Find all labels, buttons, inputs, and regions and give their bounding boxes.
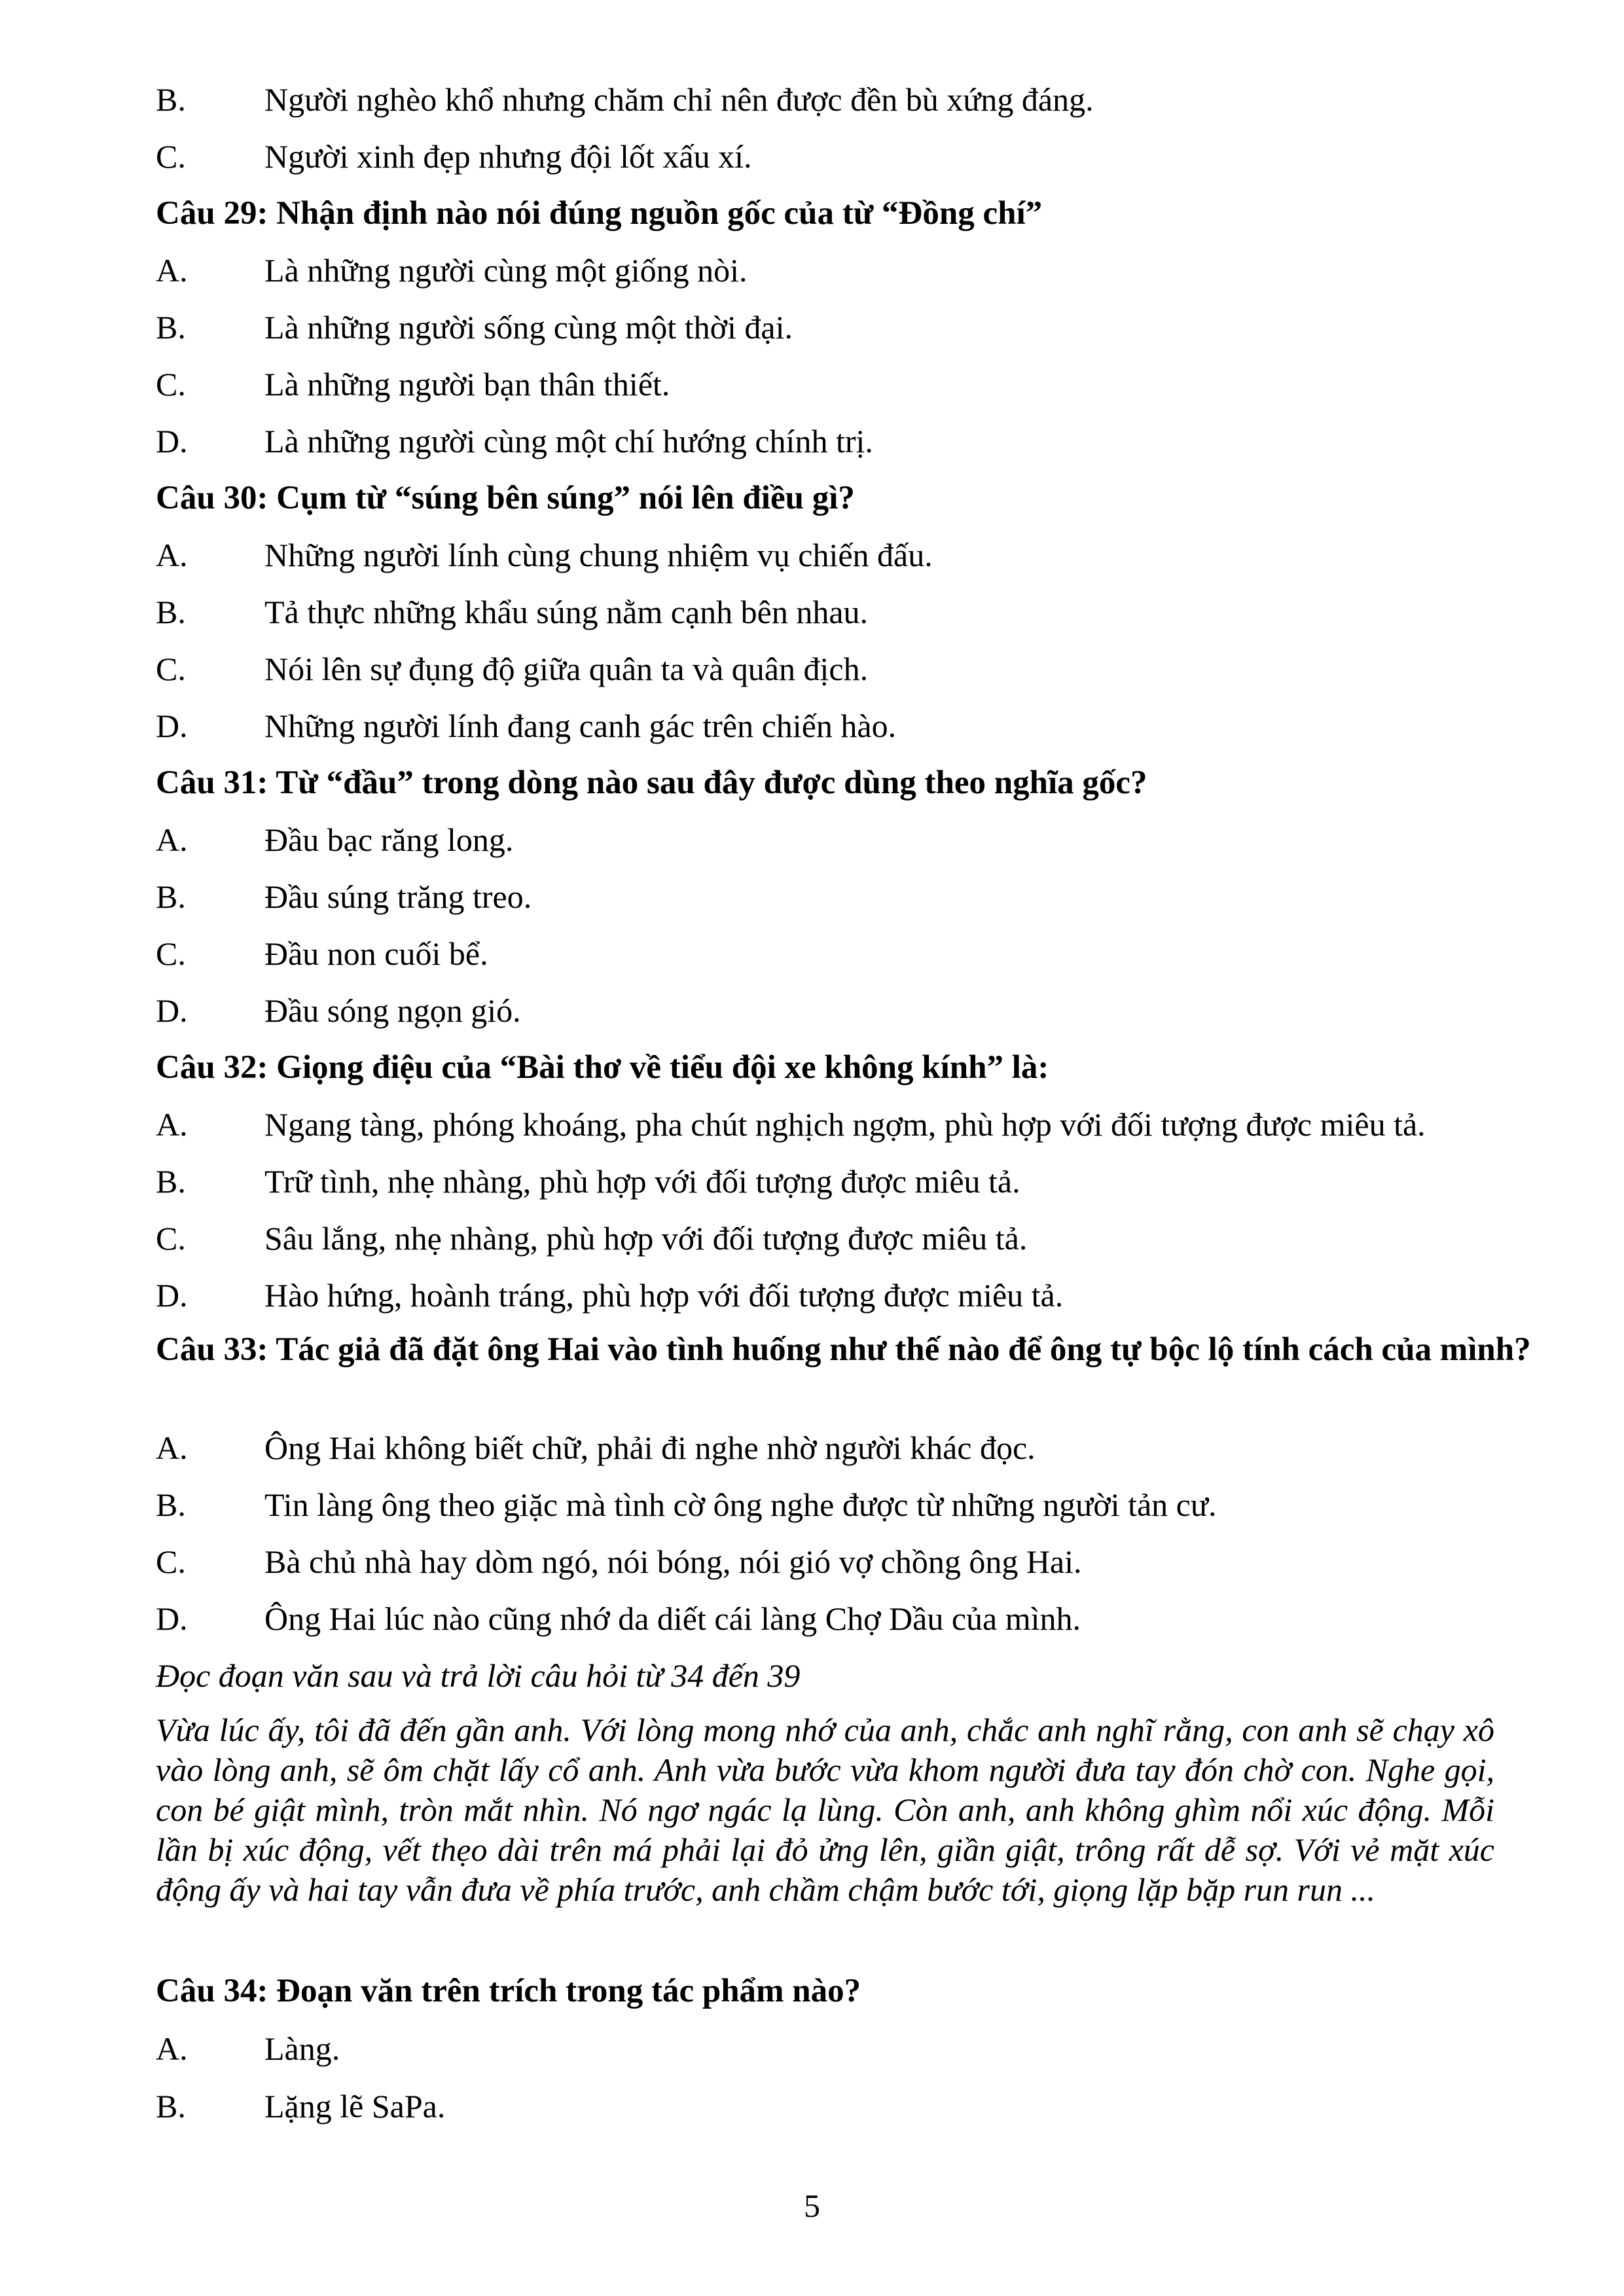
option-text: Người xinh đẹp nhưng đội lốt xấu xí. bbox=[264, 138, 752, 175]
option-letter: C. bbox=[156, 138, 186, 175]
option-text: Bà chủ nhà hay dòm ngó, nói bóng, nói gió vợ chồng ông Hai. bbox=[264, 1543, 1082, 1580]
option-letter: B. bbox=[156, 81, 186, 118]
question-title: Câu 34: Đoạn văn trên trích trong tác phẩm nào? bbox=[156, 1973, 861, 2009]
option-letter: A. bbox=[156, 252, 188, 289]
option-text: Đầu sóng ngọn gió. bbox=[264, 992, 521, 1029]
option-text: Đầu non cuối bể. bbox=[264, 935, 488, 972]
option-text: Là những người cùng một chí hướng chính trị. bbox=[264, 423, 873, 459]
question-title: Câu 33: Tác giả đã đặt ông Hai vào tình huống như thế nào để ông tự bộc lộ tính cách của mình? bbox=[156, 1331, 1531, 1368]
option-text: Là những người sống cùng một thời đại. bbox=[264, 309, 793, 346]
option-letter: A. bbox=[156, 537, 188, 573]
option-text: Hào hứng, hoành tráng, phù hợp với đối tượng được miêu tả. bbox=[264, 1277, 1064, 1314]
option-text: Đầu súng trăng treo. bbox=[264, 878, 532, 915]
option-text: Trữ tình, nhẹ nhàng, phù hợp với đối tượng được miêu tả. bbox=[264, 1163, 1020, 1200]
option-text: Những người lính cùng chung nhiệm vụ chiến đấu. bbox=[264, 537, 933, 573]
reading-passage: Vừa lúc ấy, tôi đã đến gần anh. Với lòng mong nhớ của anh, chắc anh nghĩ rằng, con anh sẽ chạy xô vào lòng anh, sẽ ôm chặt lấy cổ anh. Anh vừa bước vừa khom người đưa tay đón chờ con. Nghe gọi, con bé giật mình, tròn mắt nhìn. Nó ngơ ngác lạ lùng. Còn anh, anh không ghìm nổi xúc động. Mỗi lần bị xúc động, vết thẹo dài trên má phải lại đỏ ửng lên, giần giật, trông rất dễ sợ. Với vẻ mặt xúc động ấy và hai tay vẫn đưa về phía trước, anh chầm chậm bước tới, giọng lặp bặp run run ... bbox=[156, 1712, 1494, 1908]
option-text: Nói lên sự đụng độ giữa quân ta và quân địch. bbox=[264, 651, 869, 687]
option-letter: B. bbox=[156, 1163, 186, 1200]
question-title: Câu 29: Nhận định nào nói đúng nguồn gốc của từ “Đồng chí” bbox=[156, 195, 1043, 232]
question-title: Câu 32: Giọng điệu của “Bài thơ về tiểu đội xe không kính” là: bbox=[156, 1049, 1049, 1086]
option-letter: C. bbox=[156, 935, 186, 972]
option-text: Sâu lắng, nhẹ nhàng, phù hợp với đối tượng được miêu tả. bbox=[264, 1220, 1028, 1257]
option-letter: C. bbox=[156, 366, 186, 403]
option-letter: D. bbox=[156, 708, 188, 744]
option-letter: C. bbox=[156, 1220, 186, 1257]
question-title: Câu 30: Cụm từ “súng bên súng” nói lên điều gì? bbox=[156, 480, 855, 516]
option-letter: B. bbox=[156, 309, 186, 346]
option-letter: B. bbox=[156, 1486, 186, 1523]
option-text: Người nghèo khổ nhưng chăm chỉ nên được đền bù xứng đáng. bbox=[264, 81, 1094, 118]
option-letter: B. bbox=[156, 594, 186, 630]
option-text: Ngang tàng, phóng khoáng, pha chút nghịch ngợm, phù hợp với đối tượng được miêu tả. bbox=[264, 1106, 1426, 1143]
option-letter: D. bbox=[156, 1600, 188, 1637]
option-text: Tả thực những khẩu súng nằm cạnh bên nhau. bbox=[264, 594, 869, 630]
option-text: Ông Hai không biết chữ, phải đi nghe nhờ người khác đọc. bbox=[264, 1429, 1036, 1466]
question-title: Câu 31: Từ “đầu” trong dòng nào sau đây được dùng theo nghĩa gốc? bbox=[156, 764, 1147, 801]
option-letter: C. bbox=[156, 651, 186, 687]
option-letter: C. bbox=[156, 1543, 186, 1580]
option-letter: D. bbox=[156, 992, 188, 1029]
option-text: Làng. bbox=[264, 2030, 340, 2067]
option-letter: A. bbox=[156, 2030, 188, 2067]
option-letter: D. bbox=[156, 1277, 188, 1314]
option-text: Là những người bạn thân thiết. bbox=[264, 366, 670, 403]
option-letter: B. bbox=[156, 878, 186, 915]
option-letter: D. bbox=[156, 423, 188, 459]
option-letter: B. bbox=[156, 2088, 186, 2125]
option-text: Tin làng ông theo giặc mà tình cờ ông nghe được từ những người tản cư. bbox=[264, 1486, 1217, 1523]
option-text: Những người lính đang canh gác trên chiến hào. bbox=[264, 708, 897, 744]
option-letter: A. bbox=[156, 1429, 188, 1466]
option-letter: A. bbox=[156, 821, 188, 858]
option-text: Lặng lẽ SaPa. bbox=[264, 2088, 446, 2125]
option-letter: A. bbox=[156, 1106, 188, 1143]
page-number: 5 bbox=[804, 2187, 820, 2224]
option-text: Đầu bạc răng long. bbox=[264, 821, 514, 858]
option-text: Ông Hai lúc nào cũng nhớ da diết cái làng Chợ Dầu của mình. bbox=[264, 1600, 1081, 1637]
reading-instruction: Đọc đoạn văn sau và trả lời câu hỏi từ 34 đến 39 bbox=[156, 1657, 801, 1694]
option-text: Là những người cùng một giống nòi. bbox=[264, 252, 748, 289]
